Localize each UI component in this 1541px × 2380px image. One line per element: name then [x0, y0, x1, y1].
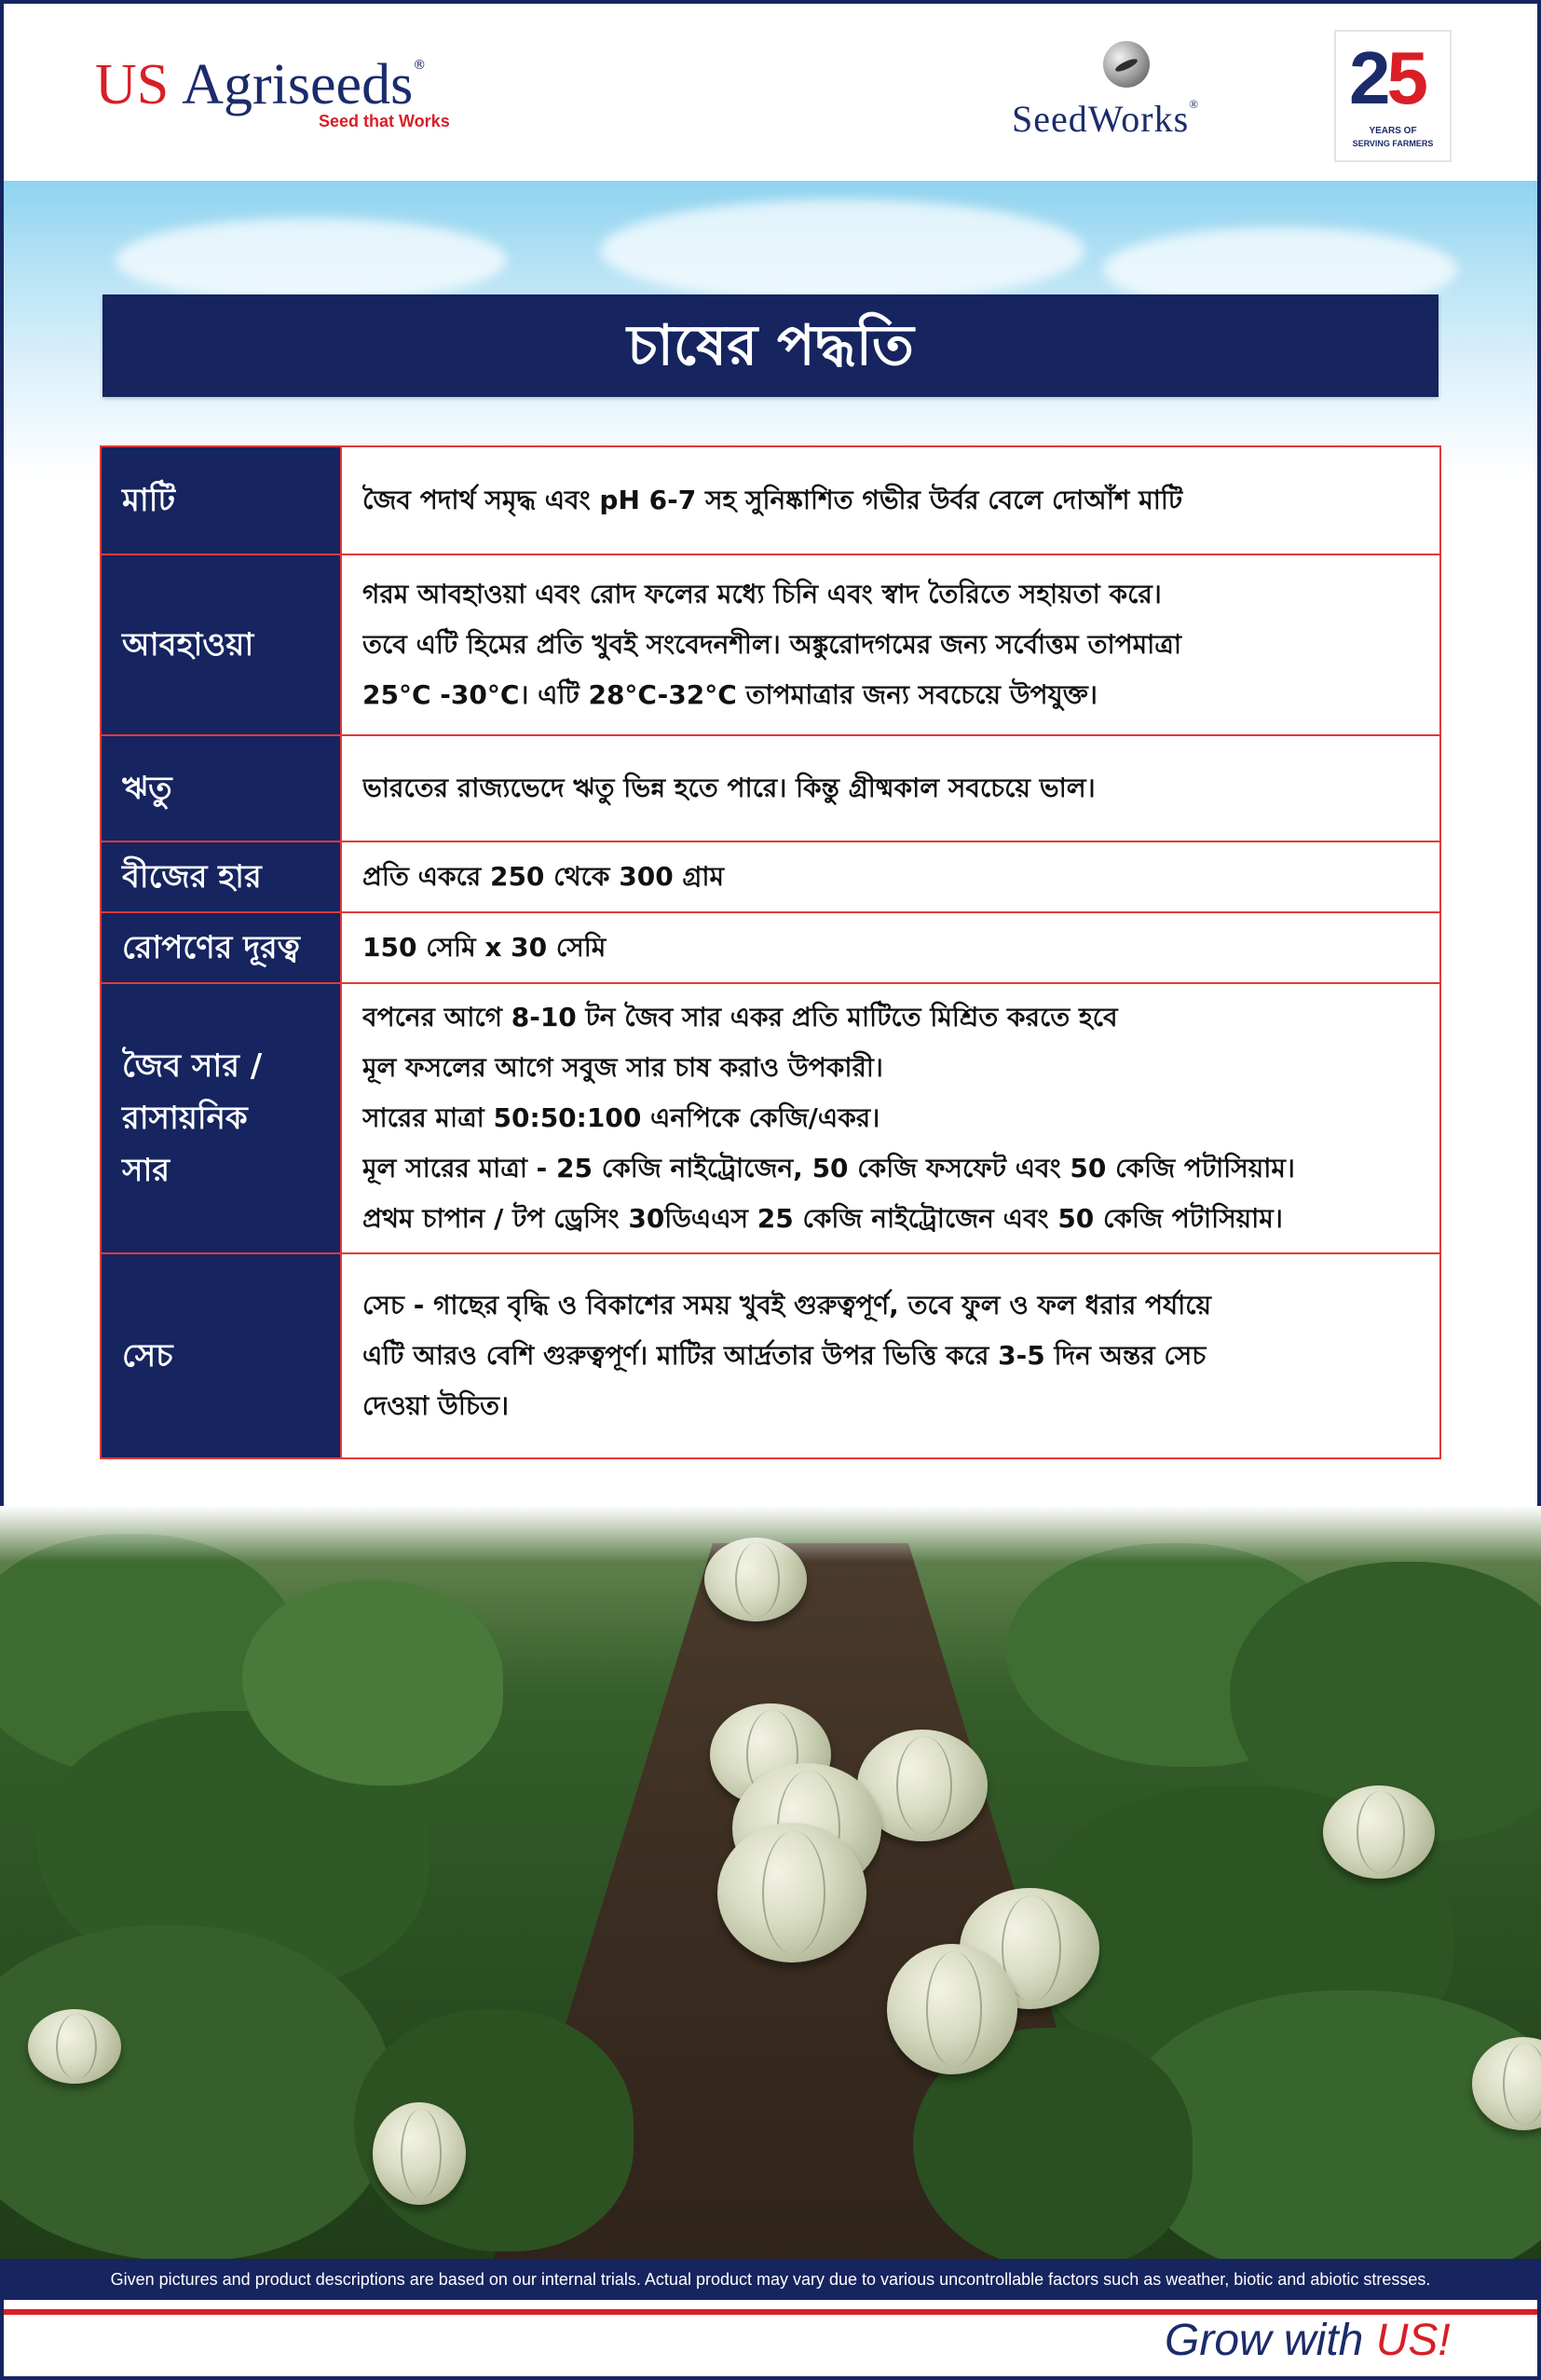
- seedworks-globe-icon: [1103, 41, 1150, 88]
- row-value-line: মূল সারের মাত্রা - 25 কেজি নাইট্রোজেন, 50 কেজি ফসফেট এবং 50 কেজি পটাসিয়াম।: [362, 1153, 1295, 1183]
- seedworks-registered-mark: ®: [1189, 97, 1200, 111]
- row-label-cell: [102, 447, 340, 554]
- row-label-line: আবহাওয়া: [122, 626, 254, 663]
- table-row-irrigation: [102, 1252, 1439, 1457]
- row-label: [122, 762, 172, 814]
- table-row-climate: [102, 554, 1439, 734]
- row-value-line: 25°C -30°C। এটি 28°C-32°C তাপমাত্রার জন্য সবচেয়ে উপযুক্ত।: [362, 679, 1098, 710]
- seedworks-name: SeedWorks: [1012, 98, 1190, 140]
- row-value-line: মূল ফসলের আগে সবুজ সার চাষ করাও উপকারী।: [362, 1052, 883, 1083]
- table-row-spacing: [102, 911, 1439, 982]
- row-label-cell: [102, 736, 340, 841]
- melon: [887, 1944, 1017, 2074]
- row-label: [122, 474, 175, 527]
- section-title: চাষের পদ্ধতি: [627, 313, 914, 378]
- row-label: [122, 1040, 262, 1197]
- slogan-grow: Grow with: [1165, 2316, 1376, 2365]
- row-value-cell: [340, 984, 1439, 1252]
- row-values: [362, 1280, 1434, 1431]
- section-title-bar: [102, 294, 1439, 397]
- anniversary-number: [1349, 36, 1425, 119]
- anniversary-digit-2: 2: [1349, 36, 1387, 119]
- row-value-cell: [340, 736, 1439, 841]
- photo-top-fade: [0, 1506, 1541, 1562]
- seedworks-logo: [1012, 37, 1254, 149]
- row-label-cell: [102, 984, 340, 1252]
- row-label-cell: [102, 842, 340, 911]
- table-row-soil: [102, 447, 1439, 554]
- row-values: [362, 852, 1434, 902]
- row-values: [362, 569, 1434, 720]
- row-label: [122, 1330, 173, 1382]
- row-label-line: সেচ: [122, 1337, 173, 1375]
- cultivation-table: [100, 445, 1441, 1459]
- anniversary-digit-5: 5: [1386, 36, 1425, 119]
- row-label: [122, 851, 262, 903]
- anniversary-badge: [1334, 30, 1452, 162]
- row-value-line: দেওয়া উচিত।: [362, 1390, 509, 1421]
- row-label-line: মাটি: [122, 482, 175, 519]
- row-value-line: সেচ - গাছের বৃদ্ধি ও বিকাশের সময় খুবই গুরুত্বপূর্ণ, তবে ফুল ও ফল ধরার পর্যায়ে: [362, 1290, 1212, 1320]
- us-agriseeds-logo: [95, 52, 450, 130]
- logo-registered-mark: ®: [413, 58, 427, 73]
- row-label-line: জৈব সার /: [122, 1047, 263, 1085]
- anniversary-line-1: YEARS OF: [1369, 126, 1417, 136]
- melon: [1323, 1785, 1435, 1879]
- row-label: [122, 619, 253, 671]
- slogan-us: US: [1375, 2316, 1439, 2365]
- cloud-shape: [116, 218, 507, 302]
- row-label-line: সার: [122, 1152, 170, 1189]
- header-bar: [0, 0, 1541, 181]
- table-row-fertilizer: [102, 982, 1439, 1252]
- row-value-line: এটি আরও বেশি গুরুত্বপূর্ণ। মাটির আর্দ্রতার উপর ভিত্তি করে 3-5 দিন অন্তর সেচ: [362, 1340, 1207, 1371]
- melon: [28, 2009, 121, 2084]
- table-row-seed-rate: [102, 841, 1439, 911]
- header-panel: [4, 4, 1537, 181]
- row-values: [362, 992, 1434, 1244]
- row-value-line: তবে এটি হিমের প্রতি খুবই সংবেদনশীল। অঙ্কুরোদগমের জন্য সর্বোত্তম তাপমাত্রা: [362, 629, 1181, 660]
- row-value-cell: [340, 555, 1439, 734]
- row-value-line: প্রতি একরে 250 থেকে 300 গ্রাম: [362, 861, 725, 892]
- seedworks-wordmark: [1012, 97, 1199, 141]
- row-value-line: বপনের আগে 8-10 টন জৈব সার একর প্রতি মাটিতে মিশ্রিত করতে হবে: [362, 1002, 1118, 1033]
- row-values: [362, 923, 1434, 973]
- row-value-line: প্রথম চাপান / টপ ড্রেসিং 30ডিএএস 25 কেজি নাইট্রোজেন এবং 50 কেজি পটাসিয়াম।: [362, 1203, 1283, 1234]
- row-label-line: রোপণের দূরত্ব: [122, 929, 300, 966]
- row-value-cell: [340, 913, 1439, 982]
- slogan-exclamation: !: [1438, 2316, 1451, 2365]
- logo-us-text: US: [95, 53, 170, 116]
- row-values: [362, 475, 1434, 526]
- melon: [373, 2102, 466, 2205]
- table-row-season: [102, 734, 1439, 841]
- logo-tagline: Seed that Works: [319, 112, 450, 130]
- cloud-shape: [600, 199, 1084, 302]
- leaf-cluster: [0, 1925, 391, 2261]
- row-label-line: রাসায়নিক: [122, 1100, 248, 1137]
- melon-field-photo: [0, 1506, 1541, 2268]
- row-value-cell: [340, 842, 1439, 911]
- row-label-line: ঋতু: [122, 770, 172, 807]
- row-value-cell: [340, 1254, 1439, 1457]
- logo-agriseeds-text: Agriseeds: [182, 53, 414, 116]
- anniversary-line-2: SERVING FARMERS: [1352, 139, 1434, 148]
- row-value-line: জৈব পদার্থ সমৃদ্ধ এবং pH 6-7 সহ সুনিষ্কাশিত গভীর উর্বর বেলে দোআঁশ মাটি: [362, 485, 1183, 515]
- row-label-cell: [102, 1254, 340, 1457]
- footer: [0, 2300, 1541, 2380]
- grow-with-us-slogan: [1165, 2315, 1451, 2366]
- row-values: [362, 763, 1434, 814]
- row-label-cell: [102, 555, 340, 734]
- row-label-line: বীজের হার: [122, 858, 262, 896]
- row-value-line: 150 সেমি x 30 সেমি: [362, 932, 607, 963]
- row-label-cell: [102, 913, 340, 982]
- disclaimer-bar: [0, 2259, 1541, 2300]
- row-value-line: ভারতের রাজ্যভেদে ঋতু ভিন্ন হতে পারে। কিন্তু গ্রীষ্মকাল সবচেয়ে ভাল।: [362, 773, 1096, 803]
- melon: [717, 1823, 866, 1963]
- row-value-cell: [340, 447, 1439, 554]
- row-label: [122, 922, 300, 974]
- row-value-line: গরম আবহাওয়া এবং রোদ ফলের মধ্যে চিনি এবং স্বাদ তৈরিতে সহায়তা করে।: [362, 579, 1162, 609]
- row-value-line: সারের মাত্রা 50:50:100 এনপিকে কেজি/একর।: [362, 1102, 880, 1133]
- disclaimer-text: Given pictures and product descriptions are based on our internal trials. Actual product may vary due to various uncontrollable factors such as weather, biotic and abiotic stresses.: [110, 2270, 1431, 2289]
